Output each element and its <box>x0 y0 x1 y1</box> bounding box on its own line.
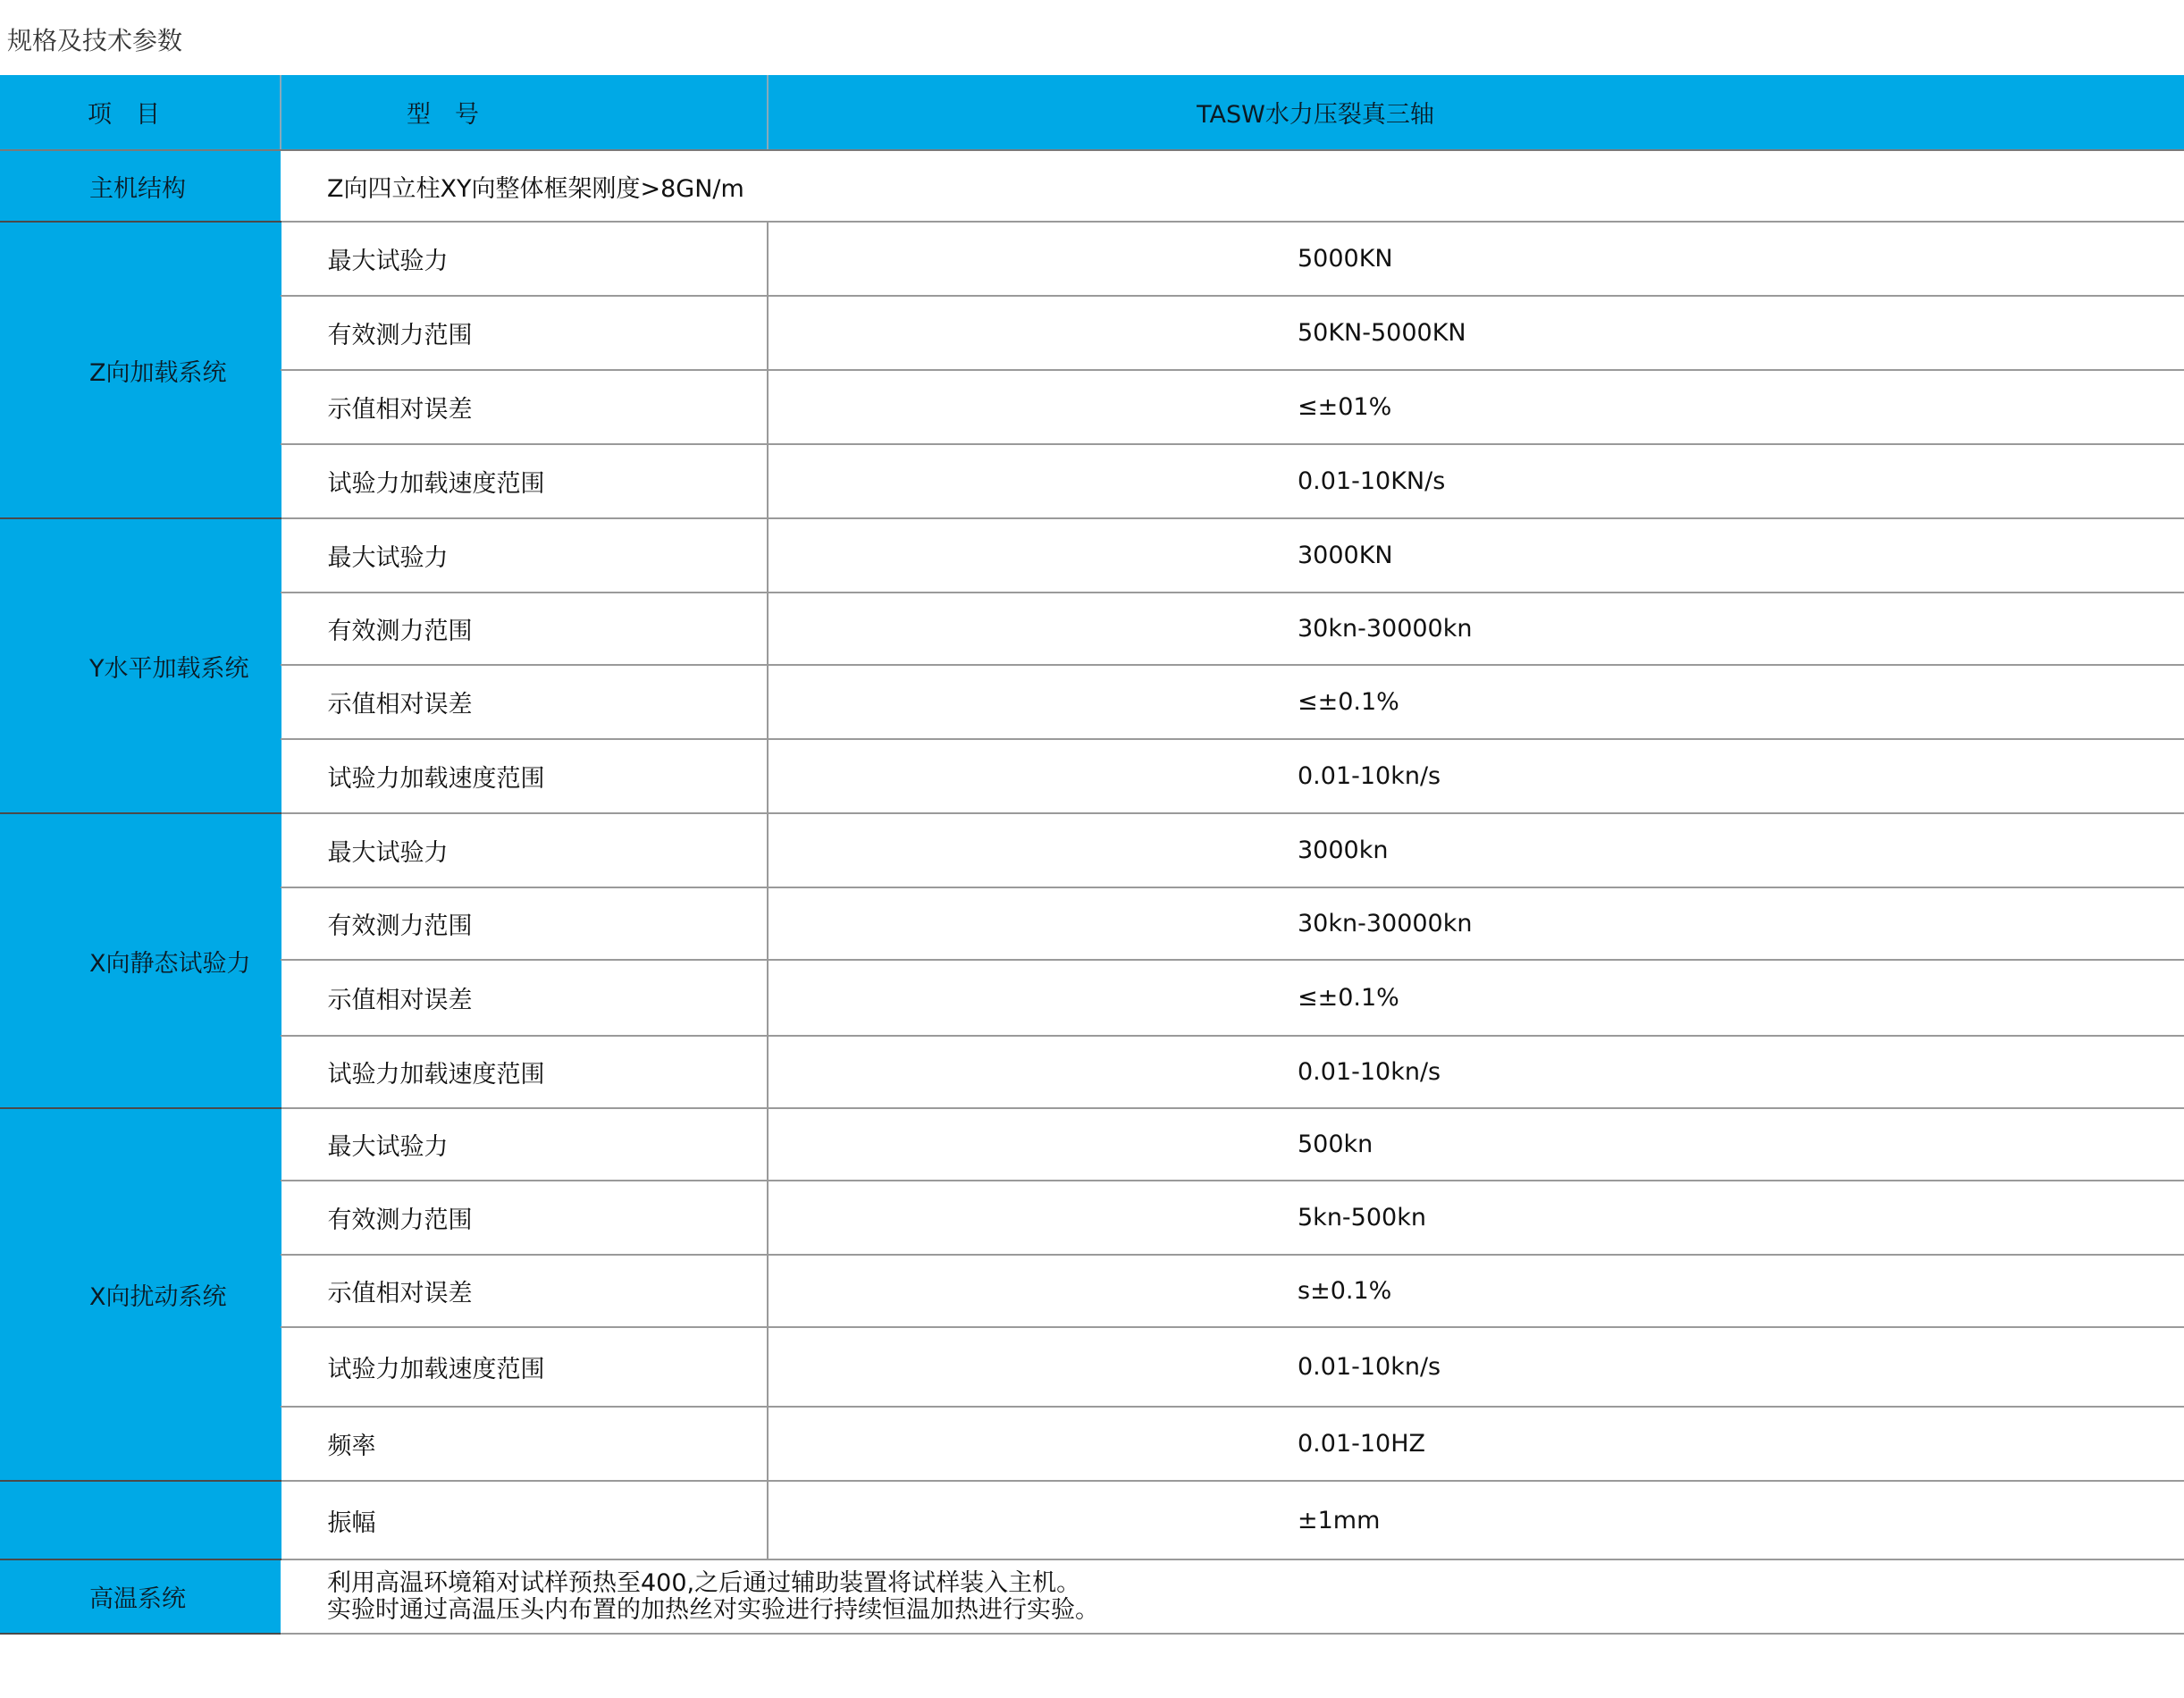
param-name: 有效测力范围 <box>281 887 768 960</box>
param-value: ±1mm <box>768 1481 2184 1559</box>
param-name: 振幅 <box>281 1481 768 1559</box>
param-value: 500kn <box>768 1108 2184 1181</box>
category-x-disturbance: X向扰动系统 <box>0 1108 281 1481</box>
table-row <box>0 1327 2184 1407</box>
param-value: 30kn-30000kn <box>768 593 2184 665</box>
param-name: 最大试验力 <box>281 518 768 593</box>
table-row <box>0 593 2184 665</box>
category-y-loading: Y水平加载系统 <box>0 518 281 813</box>
header-product: TASW水力压裂真三轴 <box>768 75 2184 150</box>
table-row <box>0 222 2184 296</box>
param-value: 0.01-10kn/s <box>768 1327 2184 1407</box>
category-host: 主机结构 <box>0 150 281 222</box>
spec-table <box>0 75 2184 1635</box>
table-row <box>0 813 2184 887</box>
table-row <box>0 296 2184 370</box>
table-row <box>0 665 2184 739</box>
host-value: Z向四立柱XY向整体框架刚度>8GN/m <box>281 150 2184 222</box>
param-value: 30kn-30000kn <box>768 887 2184 960</box>
table-row <box>0 1255 2184 1327</box>
table-row <box>0 518 2184 593</box>
param-value: s±0.1% <box>768 1255 2184 1327</box>
param-value: 50KN-5000KN <box>768 296 2184 370</box>
table-row <box>0 1036 2184 1108</box>
param-name: 有效测力范围 <box>281 593 768 665</box>
param-value: 0.01-10HZ <box>768 1407 2184 1481</box>
high-temp-line-1: 利用高温环境箱对试样预热至400,之后通过辅助装置将试样装入主机。 <box>327 1568 1081 1597</box>
param-value: 5kn-500kn <box>768 1181 2184 1255</box>
high-temp-note <box>281 1559 2184 1634</box>
param-name: 有效测力范围 <box>281 1181 768 1255</box>
table-row <box>0 1181 2184 1255</box>
param-name: 示值相对误差 <box>281 370 768 444</box>
param-name: 最大试验力 <box>281 1108 768 1181</box>
param-name: 频率 <box>281 1407 768 1481</box>
table-row <box>0 1108 2184 1181</box>
param-name: 示值相对误差 <box>281 1255 768 1327</box>
param-value: 0.01-10kn/s <box>768 739 2184 813</box>
table-row <box>0 1407 2184 1481</box>
category-empty <box>0 1481 281 1559</box>
table-row <box>0 739 2184 813</box>
param-value: ≤±0.1% <box>768 960 2184 1036</box>
table-row <box>0 960 2184 1036</box>
param-name: 示值相对误差 <box>281 665 768 739</box>
param-name: 试验力加载速度范围 <box>281 444 768 518</box>
header-model: 型 号 <box>281 75 768 150</box>
category-high-temp: 高温系统 <box>0 1559 281 1634</box>
header-item: 项 目 <box>0 75 281 150</box>
table-row <box>0 1559 2184 1634</box>
table-row <box>0 887 2184 960</box>
param-name: 最大试验力 <box>281 813 768 887</box>
table-header-row <box>0 75 2184 150</box>
param-value: ≤±0.1% <box>768 665 2184 739</box>
param-name: 最大试验力 <box>281 222 768 296</box>
param-name: 试验力加载速度范围 <box>281 1036 768 1108</box>
high-temp-line-2: 实验时通过高温压头内布置的加热丝对实验进行持续恒温加热进行实验。 <box>327 1595 1099 1624</box>
table-row <box>0 1481 2184 1559</box>
param-value: 0.01-10KN/s <box>768 444 2184 518</box>
param-value: 3000KN <box>768 518 2184 593</box>
category-x-static: X向静态试验力 <box>0 813 281 1108</box>
param-name: 有效测力范围 <box>281 296 768 370</box>
table-row <box>0 370 2184 444</box>
table-row <box>0 444 2184 518</box>
param-name: 试验力加载速度范围 <box>281 1327 768 1407</box>
param-name: 示值相对误差 <box>281 960 768 1036</box>
param-value: 0.01-10kn/s <box>768 1036 2184 1108</box>
category-z-loading: Z向加载系统 <box>0 222 281 518</box>
page-caption: 规格及技术参数 <box>7 26 183 55</box>
param-name: 试验力加载速度范围 <box>281 739 768 813</box>
table-row <box>0 150 2184 222</box>
param-value: 3000kn <box>768 813 2184 887</box>
param-value: ≤±01% <box>768 370 2184 444</box>
param-value: 5000KN <box>768 222 2184 296</box>
